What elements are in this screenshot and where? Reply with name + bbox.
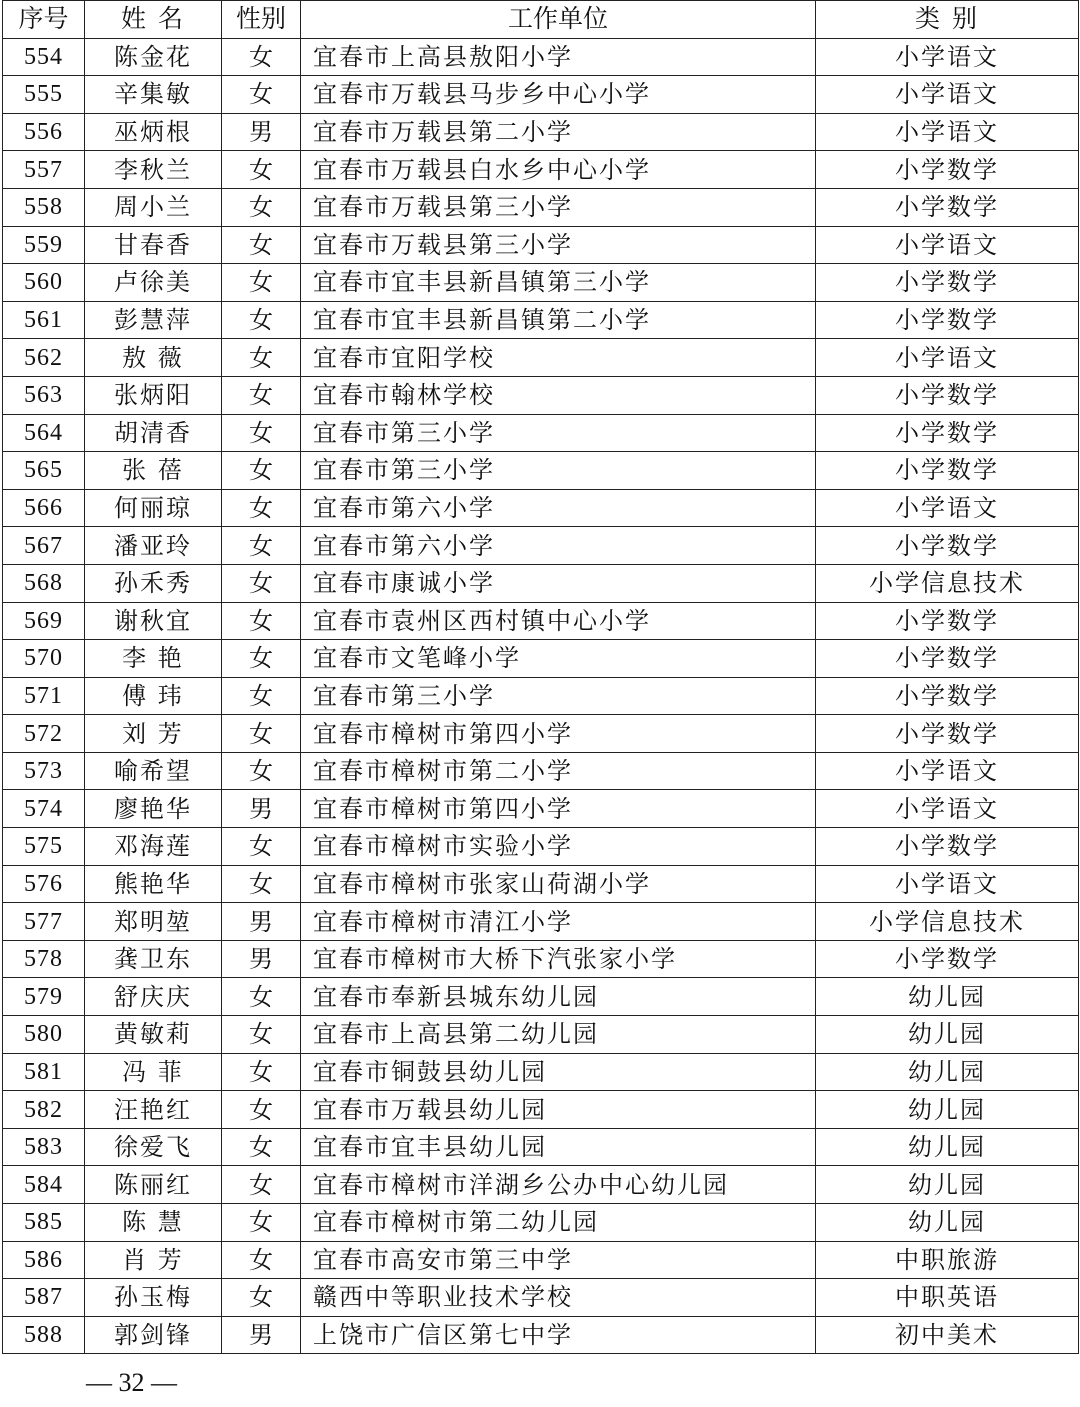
cell-name: 李秋兰 bbox=[85, 151, 222, 189]
table-row bbox=[3, 226, 1079, 264]
page-number: — 32 — bbox=[86, 1368, 177, 1397]
cell-name: 胡清香 bbox=[85, 414, 222, 452]
cell-sex: 女 bbox=[222, 301, 301, 339]
cell-category: 小学数学 bbox=[816, 301, 1079, 339]
cell-name: 张 蓓 bbox=[85, 452, 222, 490]
roster-body bbox=[3, 38, 1079, 1354]
cell-no: 580 bbox=[3, 1016, 85, 1054]
cell-name: 黄敏莉 bbox=[85, 1016, 222, 1054]
cell-category: 小学数学 bbox=[816, 715, 1079, 753]
cell-unit: 宜春市樟树市洋湖乡公办中心幼儿园 bbox=[301, 1166, 816, 1204]
cell-category: 小学数学 bbox=[816, 264, 1079, 302]
cell-no: 587 bbox=[3, 1279, 85, 1317]
cell-category: 小学语文 bbox=[816, 76, 1079, 114]
table-row bbox=[3, 301, 1079, 339]
cell-sex: 女 bbox=[222, 1016, 301, 1054]
cell-name: 郭剑锋 bbox=[85, 1316, 222, 1354]
cell-no: 556 bbox=[3, 113, 85, 151]
header-sex: 性别 bbox=[222, 1, 301, 39]
cell-name: 熊艳华 bbox=[85, 865, 222, 903]
cell-name: 潘亚玲 bbox=[85, 527, 222, 565]
cell-sex: 男 bbox=[222, 940, 301, 978]
table-row bbox=[3, 527, 1079, 565]
cell-unit: 赣西中等职业技术学校 bbox=[301, 1279, 816, 1317]
cell-category: 小学信息技术 bbox=[816, 564, 1079, 602]
cell-category: 小学语文 bbox=[816, 752, 1079, 790]
cell-sex: 女 bbox=[222, 1241, 301, 1279]
cell-name: 李 艳 bbox=[85, 640, 222, 678]
cell-category: 小学语文 bbox=[816, 489, 1079, 527]
cell-category: 幼儿园 bbox=[816, 1091, 1079, 1129]
cell-sex: 女 bbox=[222, 1204, 301, 1242]
cell-sex: 女 bbox=[222, 752, 301, 790]
cell-unit: 宜春市上高县敖阳小学 bbox=[301, 38, 816, 76]
cell-name: 陈金花 bbox=[85, 38, 222, 76]
cell-no: 569 bbox=[3, 602, 85, 640]
table-row bbox=[3, 452, 1079, 490]
table-row bbox=[3, 38, 1079, 76]
cell-no: 586 bbox=[3, 1241, 85, 1279]
cell-category: 中职英语 bbox=[816, 1279, 1079, 1317]
cell-no: 561 bbox=[3, 301, 85, 339]
table-row bbox=[3, 677, 1079, 715]
cell-sex: 女 bbox=[222, 1128, 301, 1166]
cell-category: 幼儿园 bbox=[816, 1053, 1079, 1091]
cell-sex: 男 bbox=[222, 903, 301, 941]
table-row bbox=[3, 1053, 1079, 1091]
cell-name: 甘春香 bbox=[85, 226, 222, 264]
table-row bbox=[3, 376, 1079, 414]
cell-category: 中职旅游 bbox=[816, 1241, 1079, 1279]
table-row bbox=[3, 188, 1079, 226]
cell-sex: 女 bbox=[222, 188, 301, 226]
cell-no: 557 bbox=[3, 151, 85, 189]
cell-name: 周小兰 bbox=[85, 188, 222, 226]
cell-category: 小学语文 bbox=[816, 339, 1079, 377]
cell-unit: 宜春市第三小学 bbox=[301, 452, 816, 490]
table-row bbox=[3, 1091, 1079, 1129]
cell-no: 585 bbox=[3, 1204, 85, 1242]
cell-sex: 男 bbox=[222, 1316, 301, 1354]
cell-no: 577 bbox=[3, 903, 85, 941]
cell-no: 566 bbox=[3, 489, 85, 527]
cell-sex: 女 bbox=[222, 828, 301, 866]
cell-unit: 宜春市翰林学校 bbox=[301, 376, 816, 414]
cell-no: 588 bbox=[3, 1316, 85, 1354]
table-row bbox=[3, 1316, 1079, 1354]
cell-no: 564 bbox=[3, 414, 85, 452]
table-row bbox=[3, 151, 1079, 189]
cell-unit: 宜春市宜丰县幼儿园 bbox=[301, 1128, 816, 1166]
cell-no: 568 bbox=[3, 564, 85, 602]
cell-no: 559 bbox=[3, 226, 85, 264]
cell-sex: 女 bbox=[222, 527, 301, 565]
cell-name: 彭慧萍 bbox=[85, 301, 222, 339]
cell-unit: 宜春市万载县第三小学 bbox=[301, 226, 816, 264]
cell-category: 小学数学 bbox=[816, 151, 1079, 189]
cell-name: 何丽琼 bbox=[85, 489, 222, 527]
cell-name: 巫炳根 bbox=[85, 113, 222, 151]
cell-category: 小学数学 bbox=[816, 376, 1079, 414]
cell-category: 小学语文 bbox=[816, 113, 1079, 151]
cell-no: 572 bbox=[3, 715, 85, 753]
cell-no: 574 bbox=[3, 790, 85, 828]
cell-category: 小学数学 bbox=[816, 527, 1079, 565]
cell-name: 龚卫东 bbox=[85, 940, 222, 978]
cell-sex: 女 bbox=[222, 1166, 301, 1204]
cell-no: 570 bbox=[3, 640, 85, 678]
cell-sex: 女 bbox=[222, 76, 301, 114]
cell-unit: 宜春市宜丰县新昌镇第二小学 bbox=[301, 301, 816, 339]
cell-name: 敖 薇 bbox=[85, 339, 222, 377]
table-row bbox=[3, 602, 1079, 640]
cell-no: 555 bbox=[3, 76, 85, 114]
cell-sex: 女 bbox=[222, 602, 301, 640]
cell-no: 583 bbox=[3, 1128, 85, 1166]
cell-unit: 宜春市文笔峰小学 bbox=[301, 640, 816, 678]
cell-sex: 女 bbox=[222, 1279, 301, 1317]
cell-sex: 女 bbox=[222, 715, 301, 753]
cell-unit: 宜春市高安市第三中学 bbox=[301, 1241, 816, 1279]
table-row bbox=[3, 790, 1079, 828]
header-unit: 工作单位 bbox=[301, 1, 816, 39]
header-name: 姓 名 bbox=[85, 1, 222, 39]
cell-category: 小学数学 bbox=[816, 414, 1079, 452]
cell-sex: 女 bbox=[222, 489, 301, 527]
cell-sex: 女 bbox=[222, 865, 301, 903]
cell-sex: 女 bbox=[222, 226, 301, 264]
cell-category: 初中美术 bbox=[816, 1316, 1079, 1354]
cell-unit: 宜春市第六小学 bbox=[301, 527, 816, 565]
cell-name: 孙禾秀 bbox=[85, 564, 222, 602]
table-row bbox=[3, 828, 1079, 866]
cell-sex: 女 bbox=[222, 376, 301, 414]
cell-no: 558 bbox=[3, 188, 85, 226]
table-row bbox=[3, 564, 1079, 602]
cell-unit: 宜春市万载县马步乡中心小学 bbox=[301, 76, 816, 114]
cell-unit: 上饶市广信区第七中学 bbox=[301, 1316, 816, 1354]
cell-name: 舒庆庆 bbox=[85, 978, 222, 1016]
cell-category: 幼儿园 bbox=[816, 1128, 1079, 1166]
cell-category: 小学语文 bbox=[816, 790, 1079, 828]
cell-no: 579 bbox=[3, 978, 85, 1016]
cell-category: 小学语文 bbox=[816, 226, 1079, 264]
table-header-row bbox=[3, 1, 1079, 39]
cell-no: 573 bbox=[3, 752, 85, 790]
cell-unit: 宜春市宜阳学校 bbox=[301, 339, 816, 377]
cell-unit: 宜春市樟树市第四小学 bbox=[301, 790, 816, 828]
cell-category: 幼儿园 bbox=[816, 1016, 1079, 1054]
cell-sex: 女 bbox=[222, 640, 301, 678]
cell-no: 565 bbox=[3, 452, 85, 490]
cell-unit: 宜春市樟树市张家山荷湖小学 bbox=[301, 865, 816, 903]
cell-name: 肖 芳 bbox=[85, 1241, 222, 1279]
header-category: 类 别 bbox=[816, 1, 1079, 39]
table-row bbox=[3, 640, 1079, 678]
cell-category: 小学数学 bbox=[816, 602, 1079, 640]
cell-no: 562 bbox=[3, 339, 85, 377]
cell-category: 小学数学 bbox=[816, 828, 1079, 866]
cell-name: 徐爱飞 bbox=[85, 1128, 222, 1166]
table-row bbox=[3, 1128, 1079, 1166]
table-row bbox=[3, 414, 1079, 452]
cell-name: 刘 芳 bbox=[85, 715, 222, 753]
table-row bbox=[3, 1279, 1079, 1317]
cell-unit: 宜春市万载县白水乡中心小学 bbox=[301, 151, 816, 189]
table-row bbox=[3, 715, 1079, 753]
table-row bbox=[3, 1204, 1079, 1242]
table-row bbox=[3, 76, 1079, 114]
cell-sex: 女 bbox=[222, 151, 301, 189]
cell-unit: 宜春市樟树市清江小学 bbox=[301, 903, 816, 941]
cell-name: 郑明堃 bbox=[85, 903, 222, 941]
table-row bbox=[3, 1166, 1079, 1204]
cell-unit: 宜春市樟树市大桥下汽张家小学 bbox=[301, 940, 816, 978]
cell-sex: 女 bbox=[222, 677, 301, 715]
cell-no: 578 bbox=[3, 940, 85, 978]
table-row bbox=[3, 489, 1079, 527]
cell-unit: 宜春市樟树市第二幼儿园 bbox=[301, 1204, 816, 1242]
cell-unit: 宜春市万载县幼儿园 bbox=[301, 1091, 816, 1129]
cell-unit: 宜春市铜鼓县幼儿园 bbox=[301, 1053, 816, 1091]
cell-sex: 女 bbox=[222, 564, 301, 602]
cell-unit: 宜春市康诚小学 bbox=[301, 564, 816, 602]
cell-name: 喻希望 bbox=[85, 752, 222, 790]
cell-name: 卢徐美 bbox=[85, 264, 222, 302]
cell-name: 冯 菲 bbox=[85, 1053, 222, 1091]
cell-name: 张炳阳 bbox=[85, 376, 222, 414]
table-row bbox=[3, 978, 1079, 1016]
cell-unit: 宜春市袁州区西村镇中心小学 bbox=[301, 602, 816, 640]
cell-name: 谢秋宜 bbox=[85, 602, 222, 640]
cell-category: 小学数学 bbox=[816, 452, 1079, 490]
table-row bbox=[3, 940, 1079, 978]
cell-category: 小学信息技术 bbox=[816, 903, 1079, 941]
roster-table bbox=[2, 0, 1079, 1354]
cell-no: 581 bbox=[3, 1053, 85, 1091]
table-row bbox=[3, 339, 1079, 377]
cell-sex: 男 bbox=[222, 790, 301, 828]
cell-sex: 女 bbox=[222, 1091, 301, 1129]
table-row bbox=[3, 1241, 1079, 1279]
cell-category: 小学数学 bbox=[816, 640, 1079, 678]
cell-name: 廖艳华 bbox=[85, 790, 222, 828]
cell-name: 陈 慧 bbox=[85, 1204, 222, 1242]
cell-name: 孙玉梅 bbox=[85, 1279, 222, 1317]
table-row bbox=[3, 752, 1079, 790]
cell-name: 傅 玮 bbox=[85, 677, 222, 715]
cell-no: 584 bbox=[3, 1166, 85, 1204]
cell-no: 571 bbox=[3, 677, 85, 715]
cell-no: 563 bbox=[3, 376, 85, 414]
cell-category: 幼儿园 bbox=[816, 1204, 1079, 1242]
cell-name: 辛集敏 bbox=[85, 76, 222, 114]
cell-category: 幼儿园 bbox=[816, 978, 1079, 1016]
cell-unit: 宜春市第三小学 bbox=[301, 414, 816, 452]
cell-name: 汪艳红 bbox=[85, 1091, 222, 1129]
table-row bbox=[3, 113, 1079, 151]
table-row bbox=[3, 264, 1079, 302]
cell-sex: 女 bbox=[222, 38, 301, 76]
cell-unit: 宜春市第六小学 bbox=[301, 489, 816, 527]
cell-sex: 女 bbox=[222, 1053, 301, 1091]
cell-no: 575 bbox=[3, 828, 85, 866]
cell-sex: 女 bbox=[222, 264, 301, 302]
cell-unit: 宜春市万载县第三小学 bbox=[301, 188, 816, 226]
cell-unit: 宜春市上高县第二幼儿园 bbox=[301, 1016, 816, 1054]
table-row bbox=[3, 903, 1079, 941]
table-row bbox=[3, 865, 1079, 903]
cell-category: 小学数学 bbox=[816, 677, 1079, 715]
cell-unit: 宜春市樟树市第二小学 bbox=[301, 752, 816, 790]
cell-unit: 宜春市樟树市实验小学 bbox=[301, 828, 816, 866]
table-row bbox=[3, 1016, 1079, 1054]
cell-sex: 女 bbox=[222, 339, 301, 377]
cell-unit: 宜春市奉新县城东幼儿园 bbox=[301, 978, 816, 1016]
cell-no: 567 bbox=[3, 527, 85, 565]
cell-name: 陈丽红 bbox=[85, 1166, 222, 1204]
cell-name: 邓海莲 bbox=[85, 828, 222, 866]
cell-category: 幼儿园 bbox=[816, 1166, 1079, 1204]
cell-no: 576 bbox=[3, 865, 85, 903]
cell-unit: 宜春市万载县第二小学 bbox=[301, 113, 816, 151]
cell-unit: 宜春市樟树市第四小学 bbox=[301, 715, 816, 753]
cell-no: 554 bbox=[3, 38, 85, 76]
cell-unit: 宜春市宜丰县新昌镇第三小学 bbox=[301, 264, 816, 302]
cell-unit: 宜春市第三小学 bbox=[301, 677, 816, 715]
header-no: 序号 bbox=[3, 1, 85, 39]
cell-category: 小学数学 bbox=[816, 188, 1079, 226]
cell-sex: 男 bbox=[222, 113, 301, 151]
cell-no: 560 bbox=[3, 264, 85, 302]
cell-no: 582 bbox=[3, 1091, 85, 1129]
cell-sex: 女 bbox=[222, 452, 301, 490]
cell-sex: 女 bbox=[222, 414, 301, 452]
cell-category: 小学语文 bbox=[816, 38, 1079, 76]
cell-category: 小学语文 bbox=[816, 865, 1079, 903]
cell-category: 小学数学 bbox=[816, 940, 1079, 978]
cell-sex: 女 bbox=[222, 978, 301, 1016]
